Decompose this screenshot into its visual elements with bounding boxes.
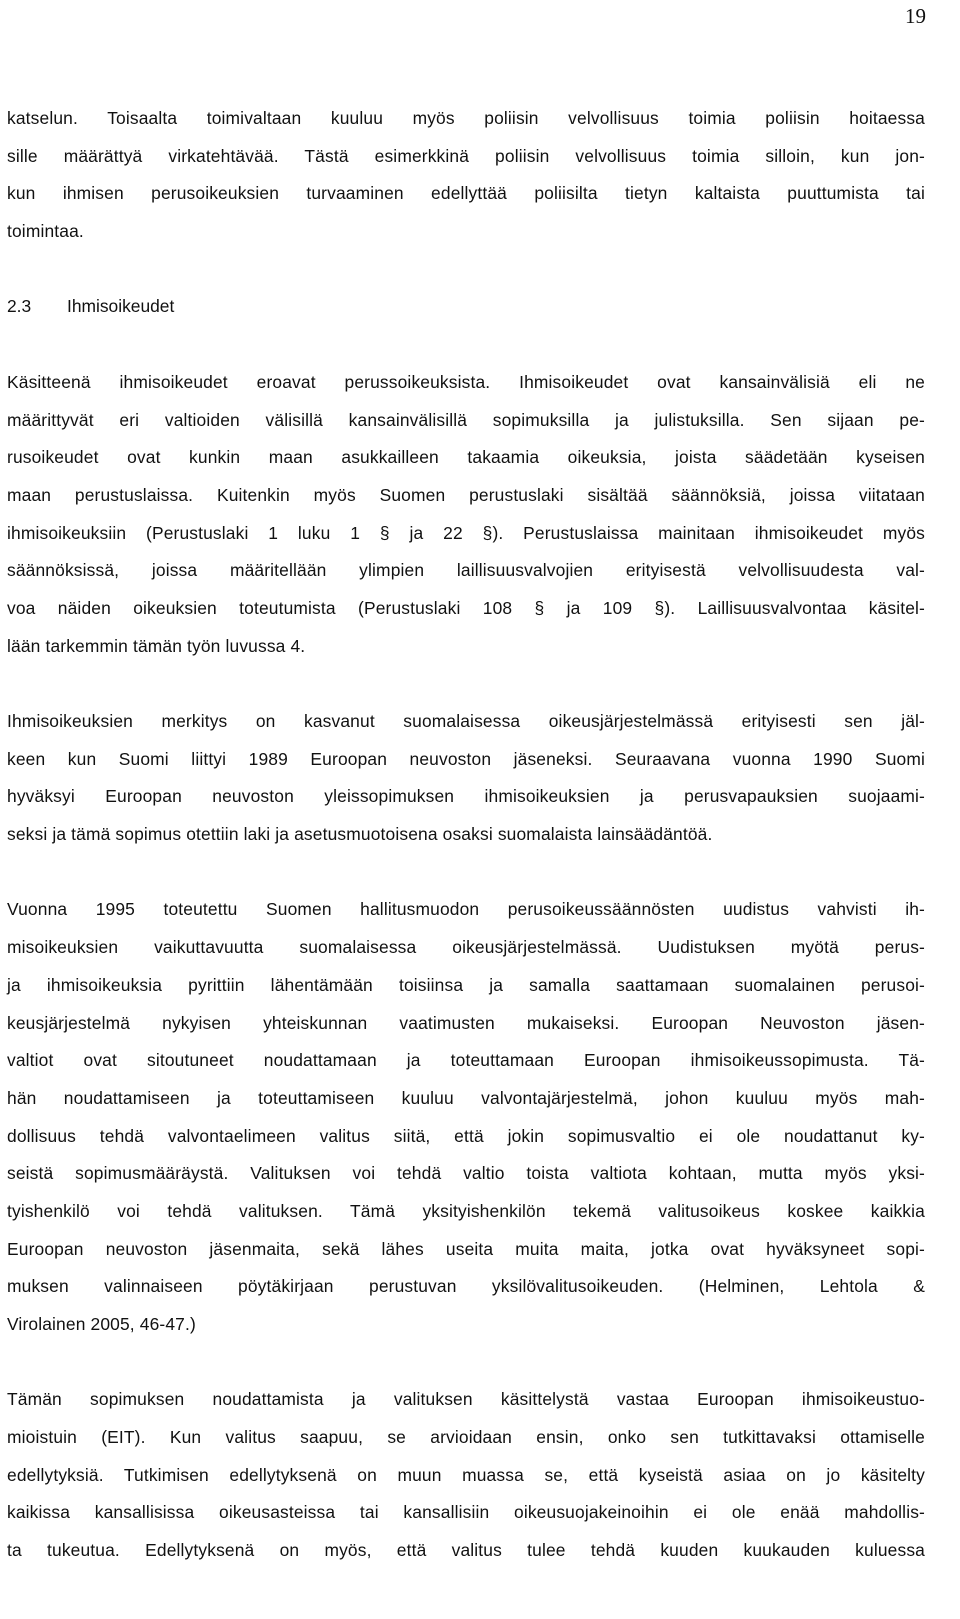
text-line: määrittyvät eri valtioiden välisillä kansainvälisillä sopimuksilla ja julistuksilla. Sen sijaan pe- bbox=[7, 409, 925, 430]
text-line: voa näiden oikeuksien toteutumista (Perustuslaki 108 § ja 109 §). Laillisuusvalvontaa käsitel- bbox=[7, 597, 925, 618]
paragraph bbox=[7, 100, 925, 251]
text-line: muksen valinnaiseen pöytäkirjaan perustuvan yksilövalitusoikeuden. (Helminen, Lehtola & bbox=[7, 1276, 925, 1297]
text-line: toimintaa. bbox=[7, 221, 84, 242]
text-line: kaikissa kansallisissa oikeusasteissa tai kansallisiin oikeusuojakeinoihin ei ole enää mahdollis- bbox=[7, 1502, 925, 1523]
text-line: ihmisoikeuksiin (Perustuslaki 1 luku 1 § ja 22 §). Perustuslaissa mainitaan ihmisoikeudet myös bbox=[7, 522, 925, 543]
text-line: seksi ja tämä sopimus otettiin laki ja asetusmuotoisena osaksi suomalaista lainsäädäntöä. bbox=[7, 824, 713, 845]
text-line: lään tarkemmin tämän työn luvussa 4. bbox=[7, 635, 306, 656]
text-line: hyväksyi Euroopan neuvoston yleissopimuksen ihmisoikeuksien ja perusvapauksien suojaami- bbox=[7, 786, 925, 807]
paragraph bbox=[7, 891, 925, 1343]
text-line: säännöksissä, joissa määritellään ylimpien laillisuusvalvojien erityisestä velvollisuudesta val- bbox=[7, 560, 925, 581]
text-line: hän noudattamiseen ja toteuttamiseen kuuluu valvontajärjestelmä, johon kuuluu myös mah- bbox=[7, 1087, 925, 1108]
text-line: Vuonna 1995 toteutettu Suomen hallitusmuodon perusoikeussäännösten uudistus vahvisti ih- bbox=[7, 899, 925, 920]
text-line: edellytyksiä. Tutkimisen edellytyksenä on muun muassa se, että kyseistä asiaa on jo käsitelty bbox=[7, 1464, 925, 1485]
text-line: Käsitteenä ihmisoikeudet eroavat perussoikeuksista. Ihmisoikeudet ovat kansainvälisiä eli ne bbox=[7, 371, 925, 392]
text-line: Tämän sopimuksen noudattamista ja valituksen käsittelystä vastaa Euroopan ihmisoikeustuo- bbox=[7, 1389, 925, 1410]
text-line: keen kun Suomi liittyi 1989 Euroopan neuvoston jäseneksi. Seuraavana vuonna 1990 Suomi bbox=[7, 748, 925, 769]
paragraph bbox=[7, 364, 925, 666]
document-body bbox=[7, 100, 925, 1570]
page-number: 19 bbox=[905, 4, 926, 28]
text-line: mioistuin (EIT). Kun valitus saapuu, se arvioidaan ensin, onko sen tutkittavaksi ottamiselle bbox=[7, 1427, 925, 1448]
text-line: ta tukeutua. Edellytyksenä on myös, että valitus tulee tehdä kuuden kuukauden kuluessa bbox=[7, 1540, 925, 1561]
text-line: Ihmisoikeuksien merkitys on kasvanut suomalaisessa oikeusjärjestelmässä erityisesti sen jäl- bbox=[7, 711, 925, 731]
text-line: katselun. Toisaalta toimivaltaan kuuluu myös poliisin velvollisuus toimia poliisin hoitaessa bbox=[7, 108, 925, 128]
text-line: Euroopan neuvoston jäsenmaita, sekä lähes useita muita maita, jotka ovat hyväksyneet sopi- bbox=[7, 1238, 925, 1259]
paragraph bbox=[7, 1381, 925, 1569]
text-line: tyishenkilö voi tehdä valituksen. Tämä yksityishenkilön tekemä valitusoikeus koskee kaikkia bbox=[7, 1200, 925, 1221]
section-title: Ihmisoikeudet bbox=[67, 296, 175, 317]
text-line: seistä sopimusmääräystä. Valituksen voi tehdä valtio toista valtiota kohtaan, mutta myös yksi- bbox=[7, 1163, 925, 1184]
section-heading bbox=[7, 288, 925, 326]
text-line: kun ihmisen perusoikeuksien turvaaminen edellyttää poliisilta tietyn kaltaista puuttumista tai bbox=[7, 183, 925, 204]
text-line: ja ihmisoikeuksia pyrittiin lähentämään toisiinsa ja samalla saattamaan suomalainen perusoi- bbox=[7, 974, 925, 995]
text-line: misoikeuksien vaikuttavuutta suomalaisessa oikeusjärjestelmässä. Uudistuksen myötä perus- bbox=[7, 937, 925, 958]
text-line: keusjärjestelmä nykyisen yhteiskunnan vaatimusten mukaiseksi. Euroopan Neuvoston jäsen- bbox=[7, 1012, 925, 1033]
section-number: 2.3 bbox=[7, 296, 32, 317]
text-line: rusoikeudet ovat kunkin maan asukkailleen takaamia oikeuksia, joista säädetään kyseisen bbox=[7, 447, 925, 468]
text-line: maan perustuslaissa. Kuitenkin myös Suomen perustuslaki sisältää säännöksiä, joissa viitataan bbox=[7, 484, 925, 505]
paragraph bbox=[7, 703, 925, 854]
text-line: Virolainen 2005, 46-47.) bbox=[7, 1314, 196, 1334]
text-line: valtiot ovat sitoutuneet noudattamaan ja toteuttamaan Euroopan ihmisoikeussopimusta. Tä- bbox=[7, 1050, 925, 1071]
text-line: dollisuus tehdä valvontaelimeen valitus siitä, että jokin sopimusvaltio ei ole noudattanut ky- bbox=[7, 1125, 925, 1146]
text-line: sille määrättyä virkatehtävää. Tästä esimerkkinä poliisin velvollisuus toimia silloin, kun jon- bbox=[7, 145, 925, 166]
